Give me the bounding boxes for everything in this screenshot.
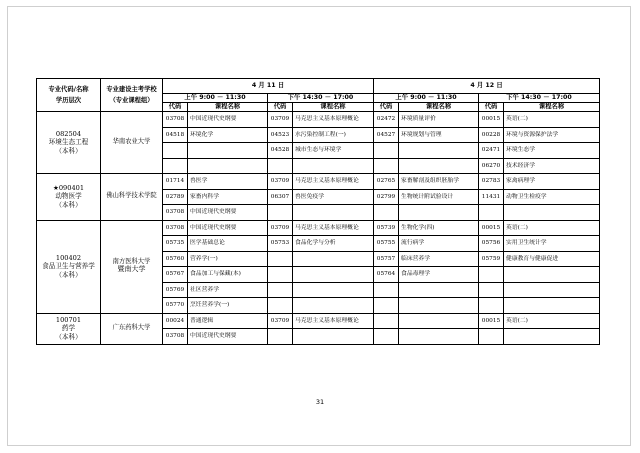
major-code: 082504: [55, 129, 82, 138]
course-name: 食品化学与分析: [293, 236, 374, 252]
course-name: 家畜解剖及组织胚胎学: [399, 174, 479, 190]
course-code: 05760: [163, 251, 188, 267]
course-name: [399, 143, 479, 159]
table-row: [37, 174, 600, 190]
course-code: [268, 298, 293, 314]
header-date-2: 4 月 12 日: [374, 79, 600, 94]
course-code: [479, 205, 504, 221]
course-name: 环境规划与管理: [399, 127, 479, 143]
major-level: （本科）: [55, 201, 82, 210]
course-name: [399, 158, 479, 174]
course-code: 03709: [268, 313, 293, 329]
header-course: 课程名称: [293, 103, 374, 112]
course-code: 00015: [479, 112, 504, 128]
course-code: [268, 329, 293, 345]
course-code: 02799: [374, 189, 399, 205]
course-code: [268, 251, 293, 267]
school-name: 华南农业大学: [112, 138, 151, 146]
course-code: 05756: [479, 236, 504, 252]
course-code: [374, 205, 399, 221]
header-pm-2: 下午 14:30 － 17:00: [479, 94, 600, 103]
course-name: 临床营养学: [399, 251, 479, 267]
course-name: 环境生态学: [504, 143, 600, 159]
course-code: [479, 267, 504, 283]
course-name: [293, 158, 374, 174]
course-code: 00024: [163, 313, 188, 329]
course-code: [163, 143, 188, 159]
course-code: 03708: [163, 205, 188, 221]
major-code: ★090401: [52, 183, 85, 192]
course-code: [268, 205, 293, 221]
course-name: 健康教育与健康促进: [504, 251, 600, 267]
school-name: 佛山科学技术学院: [106, 192, 157, 200]
course-code: 05735: [163, 236, 188, 252]
course-name: 环境质量评价: [399, 112, 479, 128]
header-course: 课程名称: [504, 103, 600, 112]
course-code: 01714: [163, 174, 188, 190]
course-name: 马克思主义基本原理概论: [293, 112, 374, 128]
course-code: [374, 329, 399, 345]
header-code: 代码: [479, 103, 504, 112]
major-cell: [37, 174, 101, 221]
course-name: 生物统计附试验设计: [399, 189, 479, 205]
header-code: 代码: [374, 103, 399, 112]
course-code: [163, 158, 188, 174]
course-code: [374, 143, 399, 159]
table-row: [37, 220, 600, 236]
course-code: 00015: [479, 220, 504, 236]
course-name: 马克思主义基本原理概论: [293, 174, 374, 190]
table-row: [37, 112, 600, 128]
major-cell: [37, 220, 101, 313]
course-name: [293, 267, 374, 283]
course-name: [504, 298, 600, 314]
course-name: 中国近现代史纲要: [188, 205, 268, 221]
course-name: 营养学(一): [188, 251, 268, 267]
header-school: 专业建设主考学校 （专业课程组）: [101, 79, 163, 112]
school-name: 南方医科大学: [112, 258, 151, 266]
course-code: 04528: [268, 143, 293, 159]
course-code: 03708: [163, 220, 188, 236]
course-code: 04527: [374, 127, 399, 143]
course-code: 04518: [163, 127, 188, 143]
course-code: 05764: [374, 267, 399, 283]
course-code: [374, 158, 399, 174]
header-course: 课程名称: [399, 103, 479, 112]
course-code: 03709: [268, 220, 293, 236]
school-name-2: 暨南大学: [117, 265, 146, 274]
course-code: [479, 282, 504, 298]
course-name: 烹饪营养学(一): [188, 298, 268, 314]
major-cell: [37, 313, 101, 344]
course-name: 英语(二): [504, 313, 600, 329]
course-name: [399, 329, 479, 345]
school-name: 广东药科大学: [112, 324, 151, 332]
course-code: [479, 298, 504, 314]
major-level: （本科）: [55, 146, 82, 155]
header-date-1: 4 月 11 日: [163, 79, 374, 94]
header-pm-1: 下午 14:30 － 17:00: [268, 94, 374, 103]
course-name: 食品加工与保藏(本): [188, 267, 268, 283]
course-code: 05759: [479, 251, 504, 267]
course-name: 流行病学: [399, 236, 479, 252]
course-name: 中国近现代史纲要: [188, 329, 268, 345]
major-name: 药学: [61, 324, 76, 333]
course-name: 城市生态与环境学: [293, 143, 374, 159]
course-code: 03708: [163, 112, 188, 128]
course-code: 03709: [268, 112, 293, 128]
course-name: 实用卫生统计学: [504, 236, 600, 252]
course-name: 马克思主义基本原理概论: [293, 313, 374, 329]
course-name: 医学基础总论: [188, 236, 268, 252]
course-name: [293, 251, 374, 267]
course-name: [504, 282, 600, 298]
course-name: 环境与资源保护法学: [504, 127, 600, 143]
course-name: 中国近现代史纲要: [188, 112, 268, 128]
course-name: 普通逻辑: [188, 313, 268, 329]
major-level: （本科）: [55, 270, 82, 279]
course-name: [293, 329, 374, 345]
course-code: 05739: [374, 220, 399, 236]
course-name: 环境化学: [188, 127, 268, 143]
course-code: 00228: [479, 127, 504, 143]
course-name: 社区营养学: [188, 282, 268, 298]
course-code: 05769: [163, 282, 188, 298]
school-cell: [101, 174, 163, 221]
course-code: 06307: [268, 189, 293, 205]
course-code: [374, 282, 399, 298]
table-row: [37, 313, 600, 329]
course-name: [399, 205, 479, 221]
course-code: 02765: [374, 174, 399, 190]
course-name: [504, 329, 600, 345]
header-code: 代码: [163, 103, 188, 112]
course-name: [504, 205, 600, 221]
course-name: 马克思主义基本原理概论: [293, 220, 374, 236]
header-am-1: 上午 9:00 － 11:30: [163, 94, 268, 103]
course-code: [479, 329, 504, 345]
course-code: 02783: [479, 174, 504, 190]
course-name: 家畜内科学: [188, 189, 268, 205]
course-name: 兽医学: [188, 174, 268, 190]
header-code: 代码: [268, 103, 293, 112]
course-name: 英语(二): [504, 112, 600, 128]
course-code: 05770: [163, 298, 188, 314]
major-level: （本科）: [55, 332, 82, 341]
course-name: [293, 282, 374, 298]
course-name: [399, 313, 479, 329]
course-name: [399, 282, 479, 298]
exam-schedule-table: [36, 78, 600, 345]
course-name: 英语(二): [504, 220, 600, 236]
course-name: 生物化学(四): [399, 220, 479, 236]
school-cell: [101, 313, 163, 344]
major-code: 100701: [55, 315, 82, 324]
course-code: 04523: [268, 127, 293, 143]
course-name: 水污染控制工程(一): [293, 127, 374, 143]
school-cell: [101, 112, 163, 174]
course-name: [188, 158, 268, 174]
course-code: [374, 298, 399, 314]
course-name: 动物卫生检疫学: [504, 189, 600, 205]
course-name: 家禽病理学: [504, 174, 600, 190]
course-name: 食品毒理学: [399, 267, 479, 283]
course-code: [268, 267, 293, 283]
course-code: [268, 282, 293, 298]
course-name: 技术经济学: [504, 158, 600, 174]
course-name: [504, 267, 600, 283]
course-name: [188, 143, 268, 159]
course-code: 03709: [268, 174, 293, 190]
course-code: 02789: [163, 189, 188, 205]
course-name: 中国近现代史纲要: [188, 220, 268, 236]
course-code: 05767: [163, 267, 188, 283]
school-cell: [101, 220, 163, 313]
course-name: 兽医免疫学: [293, 189, 374, 205]
course-code: 02472: [374, 112, 399, 128]
major-cell: [37, 112, 101, 174]
course-code: 05753: [268, 236, 293, 252]
header-major: 专业代码/名称 学历层次: [37, 79, 101, 112]
course-code: 05757: [374, 251, 399, 267]
course-code: [268, 158, 293, 174]
course-code: 11431: [479, 189, 504, 205]
course-name: [293, 298, 374, 314]
course-code: [374, 313, 399, 329]
course-code: 02471: [479, 143, 504, 159]
course-code: 00015: [479, 313, 504, 329]
course-name: [399, 298, 479, 314]
major-code: 100402: [55, 253, 82, 262]
course-code: 06270: [479, 158, 504, 174]
major-name: 动物医学: [55, 192, 82, 201]
major-name: 食品卫生与营养学: [42, 262, 95, 271]
header-am-2: 上午 9:00 － 11:30: [374, 94, 479, 103]
major-name: 环境生态工程: [48, 138, 89, 147]
course-code: 03708: [163, 329, 188, 345]
course-code: 05755: [374, 236, 399, 252]
header-course: 课程名称: [188, 103, 268, 112]
course-name: [293, 205, 374, 221]
page-number: 31: [315, 398, 325, 406]
